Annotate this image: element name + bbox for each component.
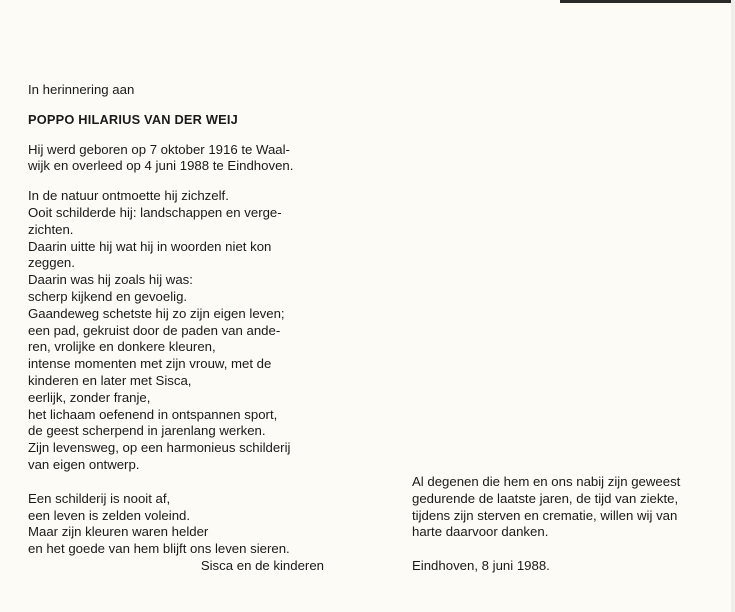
poem-line: de geest scherpend in jarenlang werken. <box>28 423 266 439</box>
poem-line: van eigen ontwerp. <box>28 456 140 472</box>
left-column <box>28 82 328 575</box>
signature: Sisca en de kinderen <box>200 557 324 573</box>
intro-text: In herinnering aan <box>28 82 135 97</box>
poem-line: Gaandeweg schetste hij zo zijn eigen leven; <box>28 305 285 321</box>
closing-line: Een schilderij is nooit af, <box>28 490 171 506</box>
birth-death-statement <box>28 142 328 176</box>
poem-line: een pad, gekruist door de paden van ande- <box>28 322 281 338</box>
top-edge-line <box>560 0 735 3</box>
poem-line: intense momenten met zijn vrouw, met de <box>28 356 272 372</box>
poem-line: Daarin was hij zoals hij was: <box>28 272 193 288</box>
card-right-edge <box>731 0 735 612</box>
closing-line: Maar zijn kleuren waren helder <box>28 524 209 540</box>
birth-line: wijk en overleed op 4 juni 1988 te Eindhoven. <box>28 158 294 174</box>
poem-line: Zijn levensweg, op een harmonieus schilderij <box>28 440 291 456</box>
poem-line: kinderen en later met Sisca, <box>28 372 192 388</box>
closing-line: een leven is zelden voleind. <box>28 507 191 523</box>
poem-line: zeggen. <box>28 255 75 271</box>
birth-line: Hij werd geboren op 7 oktober 1916 te Waal- <box>28 141 290 157</box>
thanks-line: tijdens zijn sterven en crematie, willen wij van <box>412 507 678 523</box>
thanks-line: Al degenen die hem en ons nabij zijn geweest <box>412 474 681 489</box>
closing-verse <box>28 491 328 575</box>
poem <box>28 188 328 474</box>
poem-line: Daarin uitte hij wat hij in woorden niet kon <box>28 238 272 254</box>
closing-line: en het goede van hem blijft ons leven sieren. <box>28 541 290 557</box>
thanks-line: gedurende de laatste jaren, de tijd van ziekte, <box>412 490 679 506</box>
poem-line: scherp kijkend en gevoelig. <box>28 288 188 304</box>
poem-line: ren, vrolijke en donkere kleuren, <box>28 339 216 355</box>
place-date: Eindhoven, 8 juni 1988. <box>412 558 550 574</box>
thanks-message <box>412 474 710 541</box>
poem-line: het lichaam oefenend in ontspannen sport, <box>28 406 278 422</box>
poem-line: eerlijk, zonder franje, <box>28 389 151 405</box>
poem-line: In de natuur ontmoette hij zichzelf. <box>28 188 229 204</box>
deceased-name: POPPO HILARIUS VAN DER WEIJ <box>28 111 238 127</box>
right-column <box>412 474 710 575</box>
thanks-line: harte daarvoor danken. <box>412 524 549 540</box>
poem-line: Ooit schilderde hij: landschappen en verge- <box>28 204 282 220</box>
poem-line: zichten. <box>28 221 74 237</box>
